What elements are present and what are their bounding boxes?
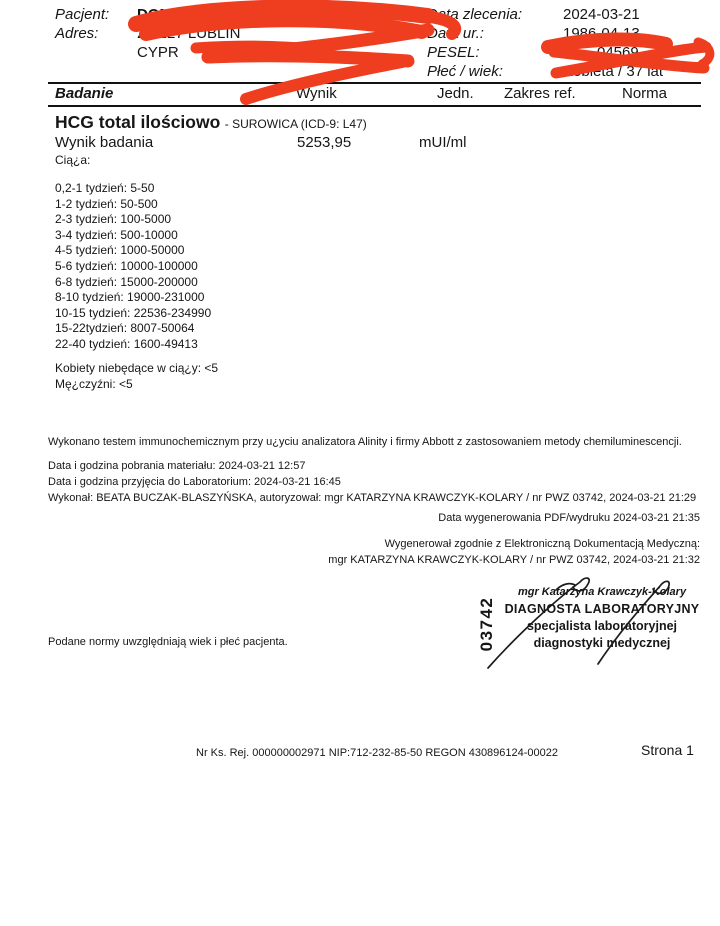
sex-age-value: Kobieta / 37 lat	[563, 63, 664, 80]
test-material: - SUROWICA (ICD-9: L47)	[224, 117, 367, 131]
non-pregnant-range: Kobiety niebędące w cią¿y: <5	[55, 361, 219, 375]
range-item: 8-10 tydzień: 19000-231000	[55, 290, 205, 305]
edm-statement: Wygenerował zgodnie z Elektroniczną Dokumentacją Medyczną:	[384, 538, 700, 550]
stamp-specialty-line2: diagnostyki medycznej	[533, 636, 671, 650]
range-item: 2-3 tydzień: 100-5000	[55, 212, 172, 227]
column-header-zakres: Zakres ref.	[504, 85, 576, 102]
lab-receipt-datetime: Data i godzina przyjęcia do Laboratorium: 2024-03-21 16:45	[48, 476, 341, 488]
patient-name-end: NA	[318, 6, 340, 23]
men-range: Mę¿czyźni: <5	[55, 377, 133, 391]
patient-label: Pacjent:	[55, 6, 110, 23]
range-item: 5-6 tydzień: 10000-100000	[55, 258, 198, 273]
range-item: 6-8 tydzień: 15000-200000	[55, 274, 198, 289]
column-header-badanie: Badanie	[55, 85, 114, 102]
birth-date-label: Data ur.:	[427, 25, 484, 42]
patient-name-start: DOM	[137, 6, 172, 23]
result-value: 5253,95	[297, 134, 352, 151]
column-header-jedn: Jedn.	[437, 85, 474, 102]
pesel-value: 04569	[597, 44, 639, 61]
method-note: Wykonano testem immunochemicznym przy u¿yciu analizatora Alinity i firmy Abbott z zastosowaniem metody chemiluminescencji.	[48, 436, 682, 448]
table-top-rule	[48, 82, 701, 84]
pregnancy-label: Cią¿a:	[55, 153, 91, 167]
stamp-text-block	[502, 584, 702, 652]
column-header-norma: Norma	[622, 85, 668, 102]
birth-date-value: 1986-04-13	[563, 25, 640, 42]
table-bottom-rule	[48, 105, 701, 107]
test-title-row	[55, 112, 367, 133]
address-line1: 20-227 LUBLIN	[137, 25, 241, 42]
order-date-value: 2024-03-21	[563, 6, 640, 23]
reference-ranges-list	[55, 181, 211, 353]
stamp-license-number: 03742	[477, 596, 496, 652]
address-line2: CYPR	[137, 44, 179, 61]
page-number: Strona 1	[641, 742, 694, 758]
pdf-generation-datetime: Data wygenerowania PDF/wydruku 2024-03-21 21:35	[438, 512, 700, 524]
range-item: 1-2 tydzień: 50-500	[55, 196, 158, 211]
stamp-name: mgr Katarzyna Krawczyk-Kolary	[517, 586, 687, 598]
range-item: 3-4 tydzień: 500-10000	[55, 227, 178, 242]
order-date-label: Data zlecenia:	[427, 6, 523, 23]
range-item: 15-22tydzień: 8007-50064	[55, 321, 195, 336]
pesel-label: PESEL:	[427, 44, 480, 61]
collection-datetime: Data i godzina pobrania materiału: 2024-03-21 12:57	[48, 460, 306, 472]
performed-authorized-note: Wykonał: BEATA BUCZAK-BLASZYŃSKA, autoryzował: mgr KATARZYNA KRAWCZYK-KOLARY / nr PWZ 03742, 2024-03-21 21:29	[48, 492, 697, 504]
result-unit: mUI/ml	[419, 134, 467, 151]
test-name: HCG total ilościowo	[55, 112, 221, 132]
range-item: 10-15 tydzień: 22536-234990	[55, 305, 212, 320]
norms-note: Podane normy uwzględniają wiek i płeć pacjenta.	[48, 636, 288, 648]
registry-numbers: Nr Ks. Rej. 000000002971 NIP:712-232-85-50 REGON 430896124-00022	[196, 747, 559, 759]
stamp-title: DIAGNOSTA LABORATORYJNY	[504, 602, 700, 616]
range-item: 0,2-1 tydzień: 5-50	[55, 181, 155, 195]
range-item: 22-40 tydzień: 1600-49413	[55, 336, 198, 351]
stamp-specialty-line1: specjalista laboratoryjnej	[526, 619, 678, 633]
result-row-label: Wynik badania	[55, 134, 154, 151]
edm-authorizer: mgr KATARZYNA KRAWCZYK-KOLARY / nr PWZ 03742, 2024-03-21 21:32	[328, 554, 700, 566]
sex-age-label: Płeć / wiek:	[427, 63, 503, 80]
address-label: Adres:	[55, 25, 99, 42]
column-header-wynik: Wynik	[296, 85, 337, 102]
range-item: 4-5 tydzień: 1000-50000	[55, 243, 185, 258]
